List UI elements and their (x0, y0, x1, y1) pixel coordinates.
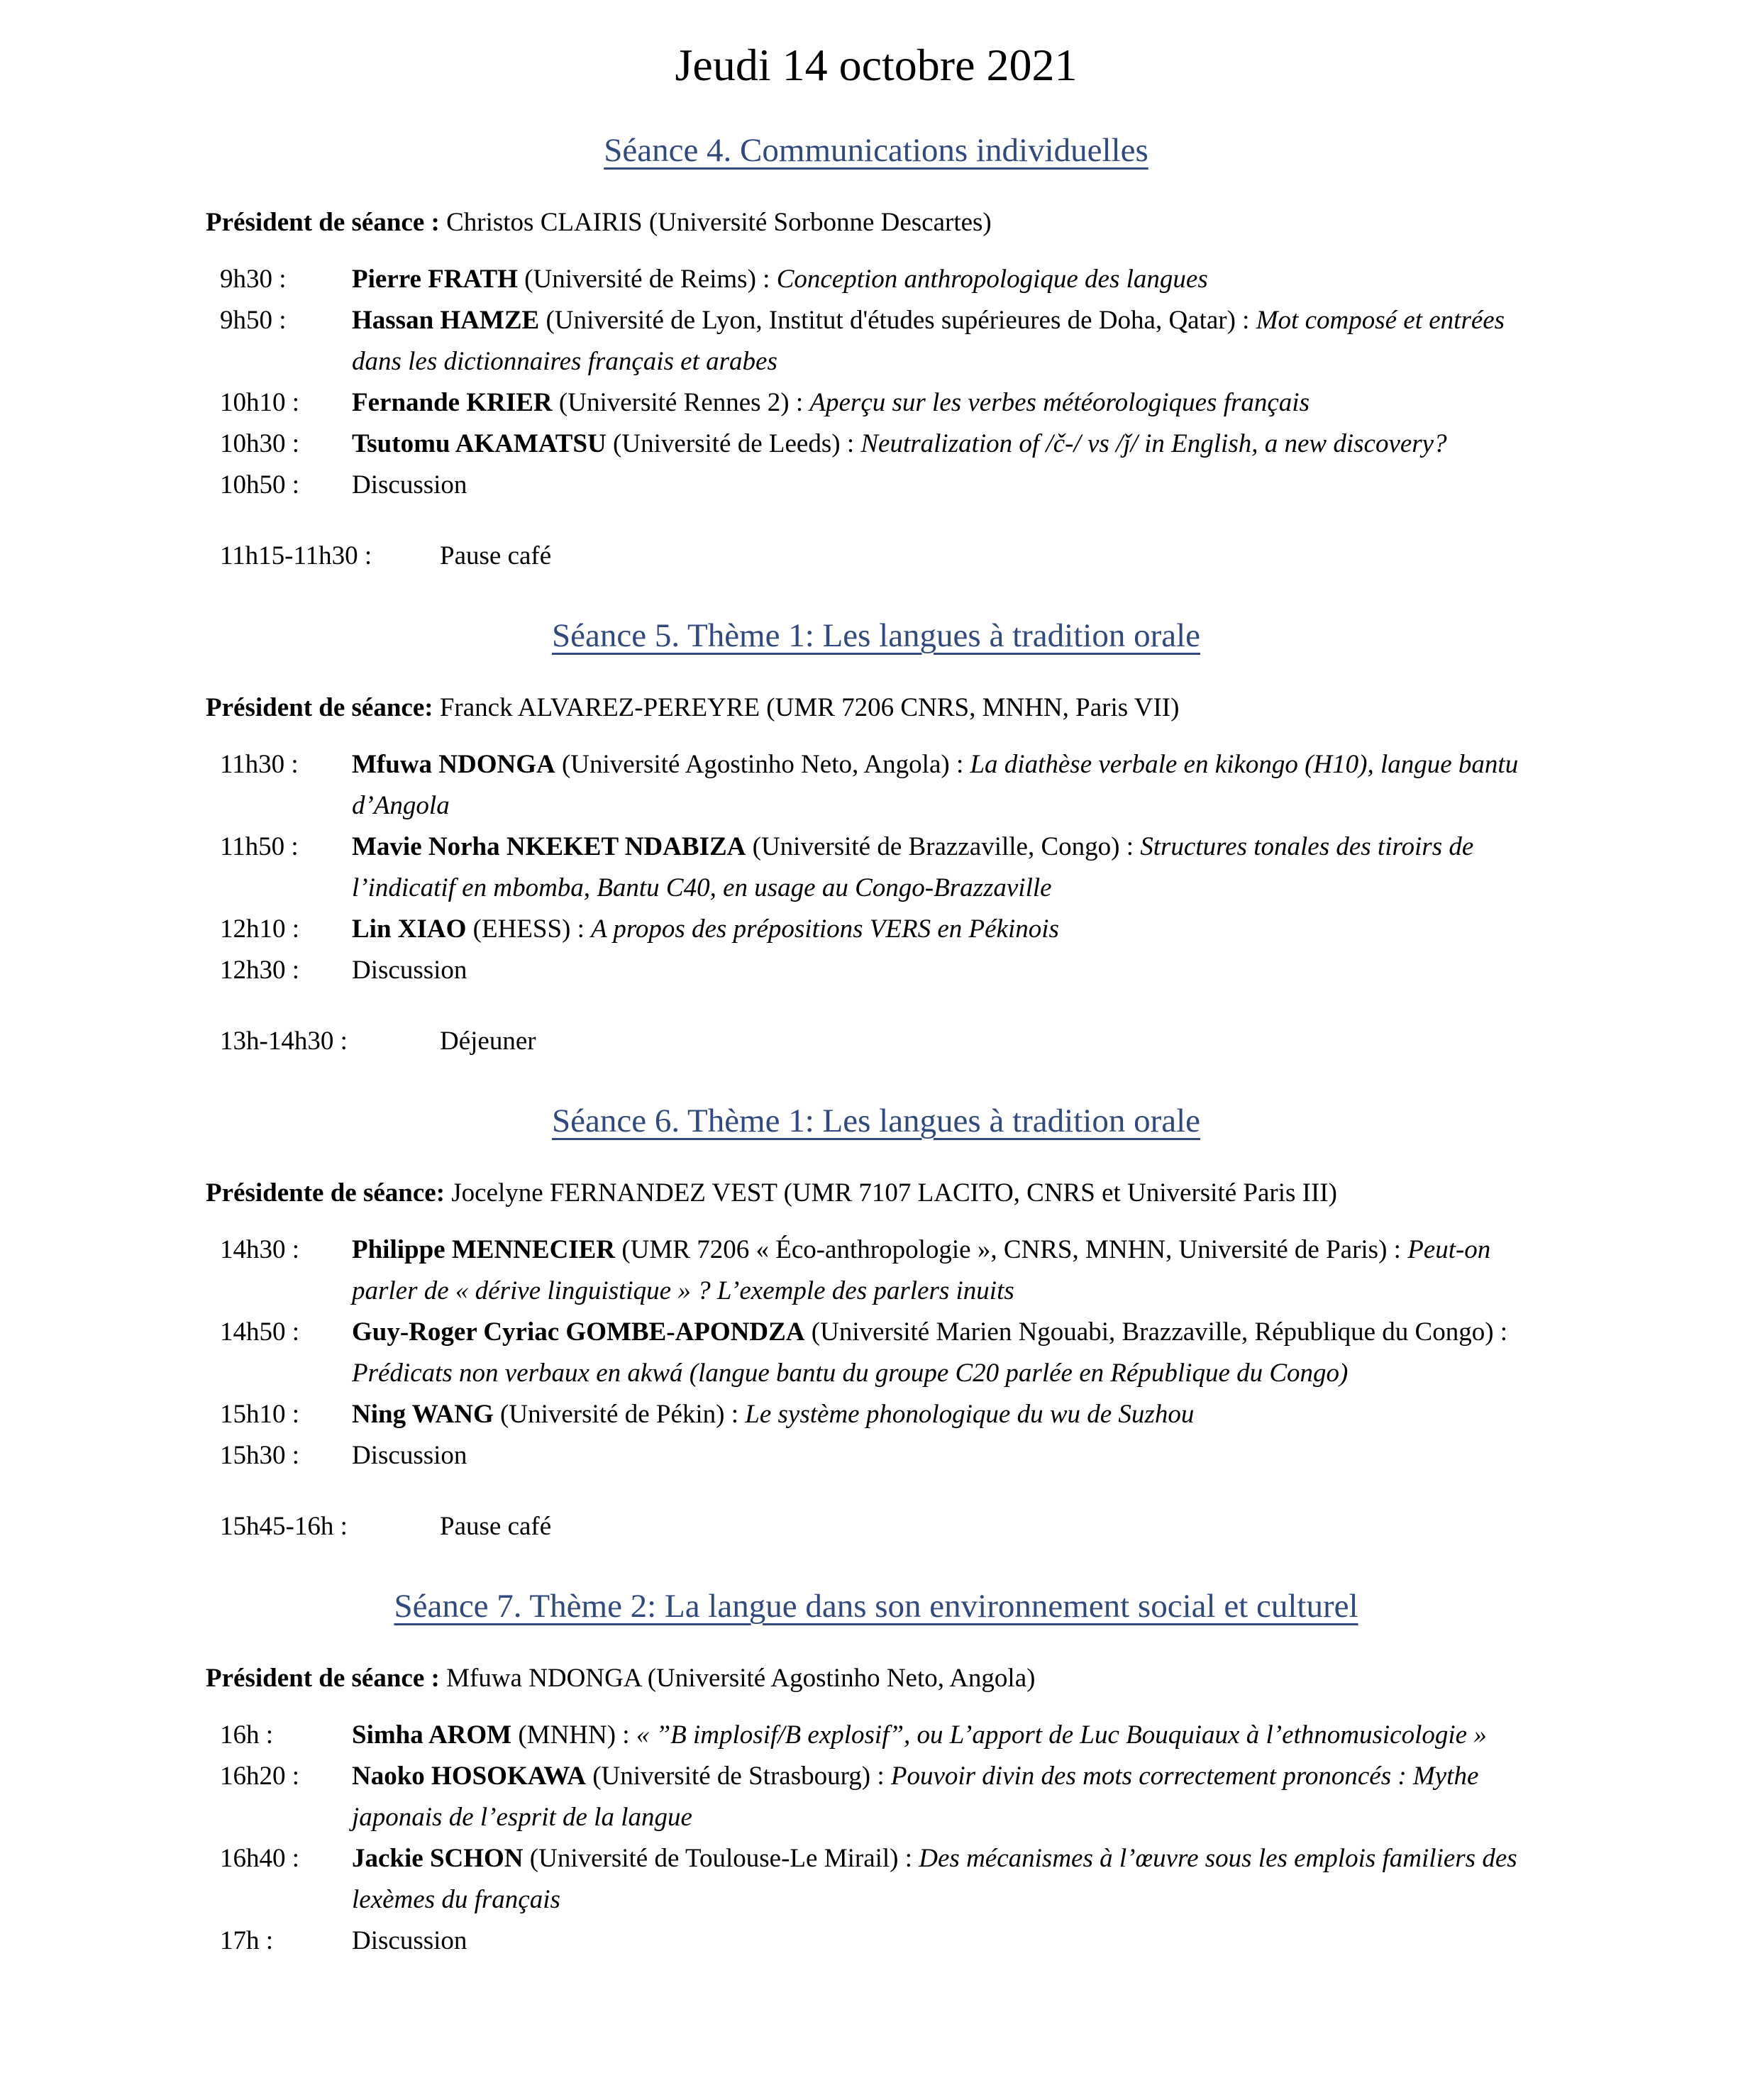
speaker-name: Lin XIAO (352, 914, 467, 944)
item-time: 9h30 : (220, 265, 287, 294)
item-time: 17h : (220, 1926, 274, 1955)
break-time: 11h15-11h30 : (220, 541, 372, 570)
schedule-item (206, 1312, 1546, 1394)
chair-label: Président de séance : (206, 1664, 440, 1693)
item-time: 14h30 : (220, 1235, 300, 1264)
schedule-items (206, 744, 1546, 991)
speaker-affiliation: (Université de Pékin) : (500, 1400, 739, 1429)
schedule-items (206, 1715, 1546, 1962)
item-time: 12h30 : (220, 956, 300, 985)
speaker-name: Fernande KRIER (352, 388, 553, 417)
speaker-name: Mfuwa NDONGA (352, 750, 555, 779)
speaker-name: Jackie SCHON (352, 1844, 524, 1873)
seance-heading: Séance 6. Thème 1: Les langues à tradition orale (552, 1102, 1200, 1139)
schedule-item (206, 382, 1546, 424)
schedule-item (206, 744, 1546, 827)
speaker-name: Simha AROM (352, 1720, 512, 1750)
talk-title: Peut-on parler de « dérive linguistique » ? L’exemple des parlers inuits (352, 1235, 1491, 1305)
break-time: 15h45-16h : (220, 1512, 348, 1541)
seance-list (206, 127, 1546, 1991)
item-content (352, 1394, 1546, 1435)
item-time: 16h20 : (220, 1762, 300, 1791)
item-label: Discussion (352, 956, 467, 985)
chair-label: Président de séance: (206, 693, 433, 722)
item-content (352, 424, 1546, 465)
item-label: Discussion (352, 1441, 467, 1470)
item-time: 15h10 : (220, 1400, 300, 1429)
seance-heading: Séance 5. Thème 1: Les langues à tradition orale (552, 617, 1200, 654)
talk-title: Des mécanismes à l’œuvre sous les emplois familiers des lexèmes du français (352, 1844, 1517, 1914)
break-row (206, 1021, 1546, 1062)
item-time: 16h : (220, 1720, 274, 1750)
schedule-item (206, 424, 1546, 465)
speaker-name: Guy-Roger Cyriac GOMBE-APONDZA (352, 1317, 805, 1347)
break-row (206, 536, 1546, 577)
item-content (352, 382, 1546, 424)
chair-name: Franck ALVAREZ-PEREYRE (UMR 7206 CNRS, MNHN, Paris VII) (439, 693, 1180, 722)
speaker-affiliation: (MNHN) : (518, 1720, 630, 1750)
schedule-item (206, 1715, 1546, 1756)
talk-title: Mot composé et entrées dans les dictionnaires français et arabes (352, 306, 1505, 376)
item-content (352, 465, 1546, 506)
schedule-item (206, 1435, 1546, 1476)
speaker-affiliation: (Université de Lyon, Institut d'études supérieures de Doha, Qatar) : (546, 306, 1250, 335)
talk-title: « ”B implosif/B explosif”, ou L’apport de Luc Bouquiaux à l’ethnomusicologie » (636, 1720, 1487, 1750)
speaker-affiliation: (Université Rennes 2) : (558, 388, 804, 417)
talk-title: Le système phonologique du wu de Suzhou (745, 1400, 1195, 1429)
chair-line (206, 1173, 1546, 1214)
page-title: Jeudi 14 octobre 2021 (675, 40, 1078, 90)
item-time: 9h50 : (220, 306, 287, 335)
schedule-item (206, 1921, 1546, 1962)
schedule-items (206, 259, 1546, 506)
seance-section (206, 127, 1546, 577)
chair-line (206, 687, 1546, 729)
speaker-affiliation: (Université de Leeds) : (613, 429, 855, 458)
item-content (352, 300, 1546, 382)
item-content (352, 259, 1546, 300)
talk-title: Prédicats non verbaux en akwá (langue bantu du groupe C20 parlée en République du Congo) (352, 1359, 1349, 1388)
talk-title: Conception anthropologique des langues (776, 265, 1208, 294)
talk-title: Aperçu sur les verbes météorologiques français (809, 388, 1310, 417)
speaker-affiliation: (EHESS) : (472, 914, 585, 944)
item-time: 10h10 : (220, 388, 300, 417)
item-content (352, 1921, 1546, 1962)
item-content (352, 827, 1546, 909)
chair-name: Christos CLAIRIS (Université Sorbonne Descartes) (446, 208, 992, 237)
break-label: Pause café (440, 1512, 552, 1541)
speaker-affiliation: (Université de Reims) : (524, 265, 770, 294)
speaker-affiliation: (Université de Brazzaville, Congo) : (752, 832, 1134, 861)
item-time: 12h10 : (220, 914, 300, 944)
schedule-item (206, 300, 1546, 382)
item-content (352, 1715, 1546, 1756)
chair-line (206, 1658, 1546, 1699)
speaker-name: Naoko HOSOKAWA (352, 1762, 586, 1791)
seance-heading: Séance 7. Thème 2: La langue dans son environnement social et culturel (394, 1588, 1358, 1625)
speaker-name: Ning WANG (352, 1400, 494, 1429)
item-label: Discussion (352, 1926, 467, 1955)
item-content (352, 744, 1546, 827)
speaker-affiliation: (UMR 7206 « Éco-anthropologie », CNRS, MNHN, Université de Paris) : (621, 1235, 1401, 1264)
schedule-item (206, 909, 1546, 950)
speaker-affiliation: (Université Agostinho Neto, Angola) : (561, 750, 964, 779)
speaker-affiliation: (Université de Toulouse-Le Mirail) : (529, 1844, 913, 1873)
break-time: 13h-14h30 : (220, 1027, 348, 1056)
speaker-name: Philippe MENNECIER (352, 1235, 616, 1264)
break-label: Pause café (440, 541, 552, 570)
item-label: Discussion (352, 470, 467, 499)
chair-line (206, 202, 1546, 243)
speaker-name: Mavie Norha NKEKET NDABIZA (352, 832, 746, 861)
speaker-name: Pierre FRATH (352, 265, 518, 294)
speaker-name: Hassan HAMZE (352, 306, 540, 335)
talk-title: A propos des prépositions VERS en Pékinois (591, 914, 1059, 944)
chair-label: Président de séance : (206, 208, 440, 237)
item-time: 10h30 : (220, 429, 300, 458)
schedule-item (206, 1838, 1546, 1921)
item-content (352, 1312, 1546, 1394)
chair-name: Mfuwa NDONGA (Université Agostinho Neto, Angola) (446, 1664, 1036, 1693)
schedule-item (206, 1394, 1546, 1435)
schedule-item (206, 1229, 1546, 1312)
talk-title: La diathèse verbale en kikongo (H10), langue bantu d’Angola (352, 750, 1519, 820)
schedule-item (206, 950, 1546, 991)
item-content (352, 1435, 1546, 1476)
item-time: 11h30 : (220, 750, 299, 779)
speaker-affiliation: (Université de Strasbourg) : (592, 1762, 885, 1791)
seance-section (206, 612, 1546, 1062)
break-row (206, 1506, 1546, 1547)
item-content (352, 1838, 1546, 1921)
talk-title: Structures tonales des tiroirs de l’indicatif en mbomba, Bantu C40, en usage au Congo-Brazzaville (352, 832, 1474, 902)
seance-section (206, 1583, 1546, 1991)
schedule-item (206, 465, 1546, 506)
schedule-item (206, 1756, 1546, 1838)
chair-name: Jocelyne FERNANDEZ VEST (UMR 7107 LACITO, CNRS et Université Paris III) (451, 1178, 1337, 1208)
item-content (352, 909, 1546, 950)
schedule-items (206, 1229, 1546, 1476)
item-time: 15h30 : (220, 1441, 300, 1470)
item-time: 14h50 : (220, 1317, 300, 1347)
item-content (352, 1229, 1546, 1312)
schedule-item (206, 259, 1546, 300)
talk-title: Neutralization of /č-/ vs /ǰ/ in English, a new discovery? (860, 429, 1447, 458)
break-label: Déjeuner (440, 1027, 536, 1056)
item-time: 11h50 : (220, 832, 299, 861)
item-content (352, 1756, 1546, 1838)
item-time: 10h50 : (220, 470, 300, 499)
speaker-name: Tsutomu AKAMATSU (352, 429, 607, 458)
schedule-item (206, 827, 1546, 909)
item-time: 16h40 : (220, 1844, 300, 1873)
speaker-affiliation: (Université Marien Ngouabi, Brazzaville, République du Congo) : (811, 1317, 1508, 1347)
talk-title: Pouvoir divin des mots correctement prononcés : Mythe japonais de l’esprit de la langue (352, 1762, 1479, 1832)
item-content (352, 950, 1546, 991)
seance-section (206, 1098, 1546, 1547)
seance-heading: Séance 4. Communications individuelles (604, 132, 1148, 169)
chair-label: Présidente de séance: (206, 1178, 445, 1208)
